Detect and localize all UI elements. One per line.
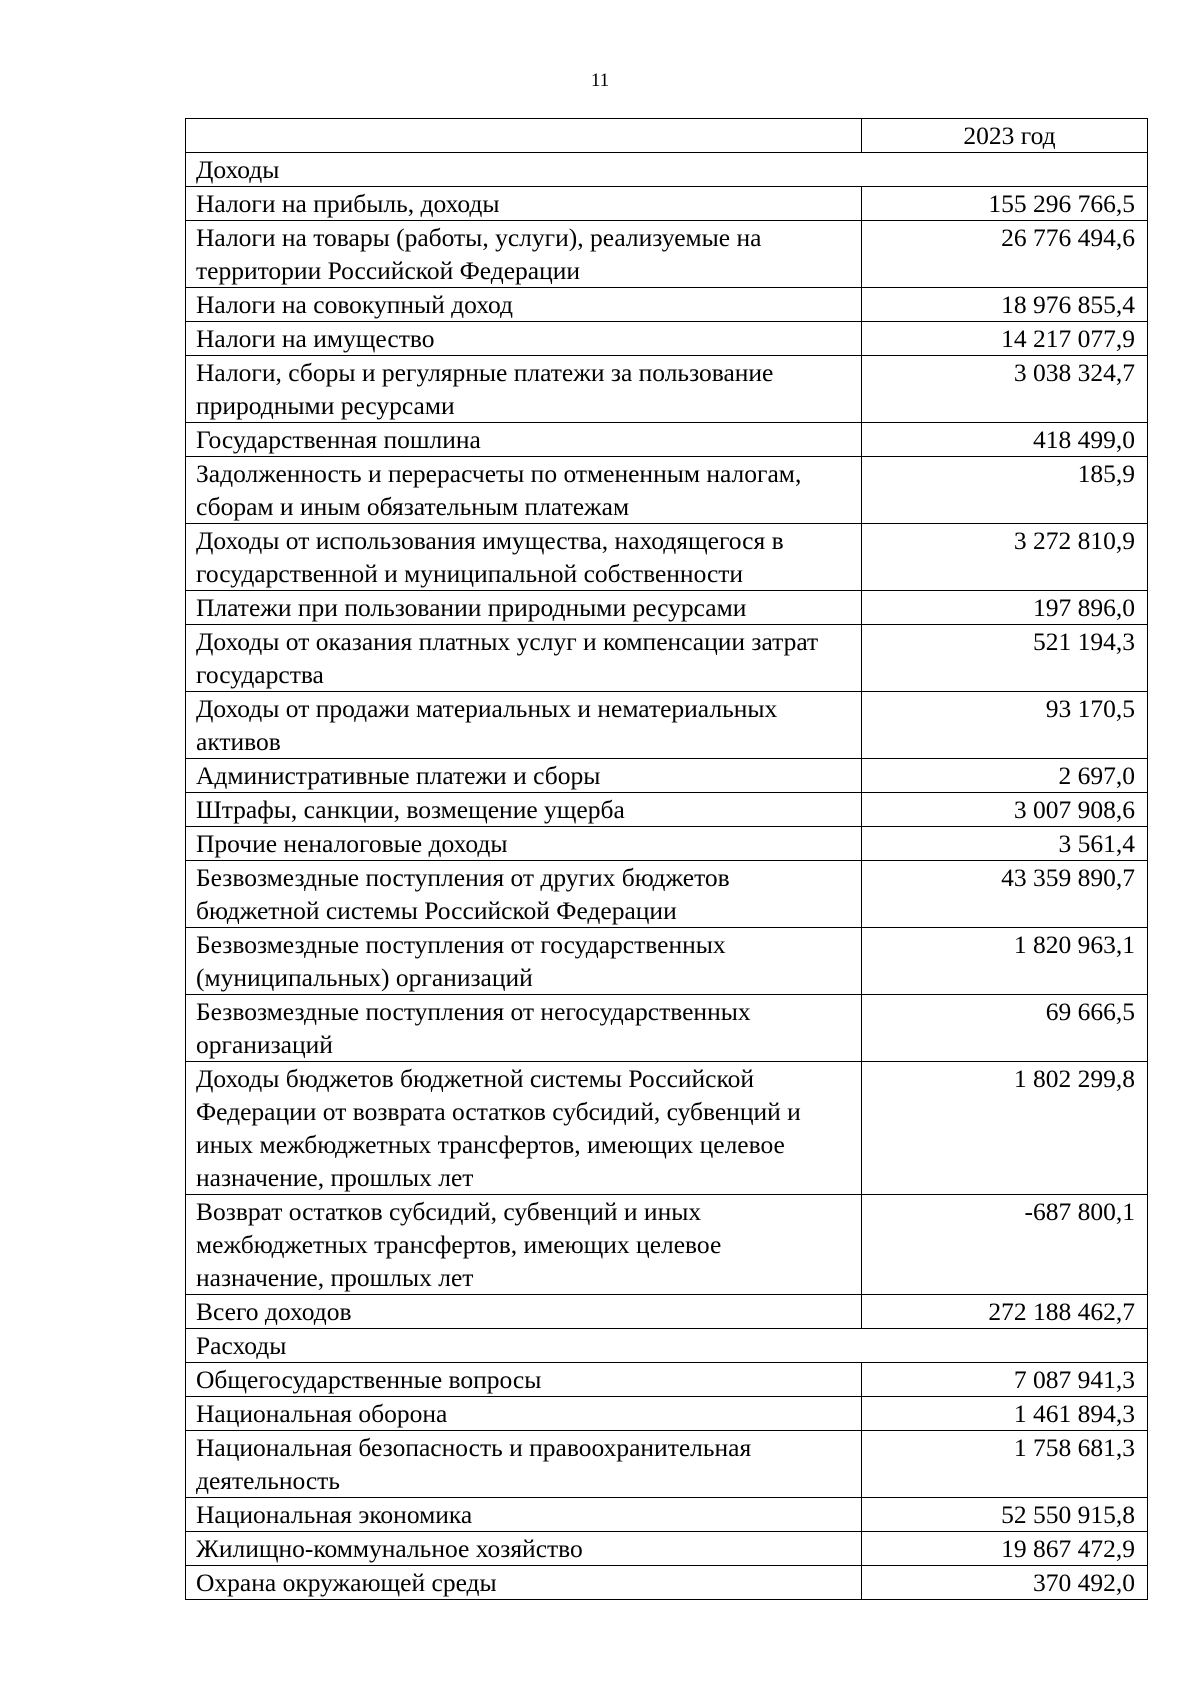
row-value: 7 087 941,3	[862, 1363, 1148, 1397]
row-value: 418 499,0	[862, 423, 1148, 457]
row-value: 155 296 766,5	[862, 187, 1148, 221]
row-value: 93 170,5	[862, 692, 1148, 759]
row-value: 19 867 472,9	[862, 1532, 1148, 1566]
row-label: Налоги на совокупный доход	[186, 288, 862, 322]
row-value: 26 776 494,6	[862, 221, 1148, 288]
section-header-row	[186, 1329, 1148, 1363]
row-value: 43 359 890,7	[862, 861, 1148, 928]
table-row	[186, 1431, 1148, 1498]
table-row	[186, 1195, 1148, 1295]
table-row	[186, 322, 1148, 356]
table-row	[186, 288, 1148, 322]
row-value: 3 007 908,6	[862, 793, 1148, 827]
row-value: -687 800,1	[862, 1195, 1148, 1295]
row-label: Доходы бюджетов бюджетной системы Российской Федерации от возврата остатков субсидий, субвенций и иных межбюджетных трансфертов, имеющих целевое назначение, прошлых лет	[186, 1062, 862, 1195]
table-row	[186, 1295, 1148, 1329]
row-label: Жилищно-коммунальное хозяйство	[186, 1532, 862, 1566]
row-label: Национальная экономика	[186, 1498, 862, 1532]
row-value: 69 666,5	[862, 995, 1148, 1062]
table-row	[186, 928, 1148, 995]
row-value: 3 272 810,9	[862, 524, 1148, 591]
row-value: 3 561,4	[862, 827, 1148, 861]
row-label: Задолженность и перерасчеты по отмененным налогам, сборам и иным обязательным платежам	[186, 457, 862, 524]
table-row	[186, 221, 1148, 288]
table-row	[186, 1363, 1148, 1397]
row-value: 2 697,0	[862, 759, 1148, 793]
row-value: 1 758 681,3	[862, 1431, 1148, 1498]
row-value: 52 550 915,8	[862, 1498, 1148, 1532]
row-label: Налоги, сборы и регулярные платежи за пользование природными ресурсами	[186, 356, 862, 423]
row-label: Национальная оборона	[186, 1397, 862, 1431]
row-label: Государственная пошлина	[186, 423, 862, 457]
table-row	[186, 1062, 1148, 1195]
budget-table-body	[186, 119, 1148, 1600]
row-label: Безвозмездные поступления от негосударственных организаций	[186, 995, 862, 1062]
table-row	[186, 524, 1148, 591]
header-year-cell: 2023 год	[862, 119, 1148, 153]
row-label: Национальная безопасность и правоохранительная деятельность	[186, 1431, 862, 1498]
row-label: Возврат остатков субсидий, субвенций и иных межбюджетных трансфертов, имеющих целевое назначение, прошлых лет	[186, 1195, 862, 1295]
table-row	[186, 187, 1148, 221]
row-label: Налоги на прибыль, доходы	[186, 187, 862, 221]
row-value: 1 820 963,1	[862, 928, 1148, 995]
table-header-row	[186, 119, 1148, 153]
table-row	[186, 1397, 1148, 1431]
row-value: 14 217 077,9	[862, 322, 1148, 356]
budget-table	[185, 118, 1148, 1600]
row-label: Безвозмездные поступления от других бюджетов бюджетной системы Российской Федерации	[186, 861, 862, 928]
page-number: 11	[590, 70, 610, 91]
section-title: Доходы	[186, 153, 1148, 187]
row-label: Доходы от использования имущества, находящегося в государственной и муниципальной собственности	[186, 524, 862, 591]
row-value: 197 896,0	[862, 591, 1148, 625]
table-row	[186, 625, 1148, 692]
table-row	[186, 1532, 1148, 1566]
table-row	[186, 356, 1148, 423]
table-row	[186, 591, 1148, 625]
row-value: 3 038 324,7	[862, 356, 1148, 423]
table-row	[186, 692, 1148, 759]
row-value: 370 492,0	[862, 1566, 1148, 1600]
table-row	[186, 1498, 1148, 1532]
section-header-row	[186, 153, 1148, 187]
row-value: 1 802 299,8	[862, 1062, 1148, 1195]
row-label: Безвозмездные поступления от государственных (муниципальных) организаций	[186, 928, 862, 995]
table-row	[186, 861, 1148, 928]
row-label: Доходы от оказания платных услуг и компенсации затрат государства	[186, 625, 862, 692]
row-label: Доходы от продажи материальных и нематериальных активов	[186, 692, 862, 759]
table-row	[186, 995, 1148, 1062]
table-row	[186, 759, 1148, 793]
row-label: Прочие неналоговые доходы	[186, 827, 862, 861]
section-title: Расходы	[186, 1329, 1148, 1363]
row-label: Охрана окружающей среды	[186, 1566, 862, 1600]
table-row	[186, 793, 1148, 827]
row-label: Платежи при пользовании природными ресурсами	[186, 591, 862, 625]
row-value: 18 976 855,4	[862, 288, 1148, 322]
row-value: 185,9	[862, 457, 1148, 524]
table-row	[186, 423, 1148, 457]
row-label: Всего доходов	[186, 1295, 862, 1329]
row-value: 521 194,3	[862, 625, 1148, 692]
row-label: Общегосударственные вопросы	[186, 1363, 862, 1397]
table-row	[186, 1566, 1148, 1600]
row-label: Штрафы, санкции, возмещение ущерба	[186, 793, 862, 827]
table-row	[186, 827, 1148, 861]
row-label: Административные платежи и сборы	[186, 759, 862, 793]
table-row	[186, 457, 1148, 524]
row-value: 272 188 462,7	[862, 1295, 1148, 1329]
row-label: Налоги на товары (работы, услуги), реализуемые на территории Российской Федерации	[186, 221, 862, 288]
row-label: Налоги на имущество	[186, 322, 862, 356]
row-value: 1 461 894,3	[862, 1397, 1148, 1431]
header-label-cell	[186, 119, 862, 153]
